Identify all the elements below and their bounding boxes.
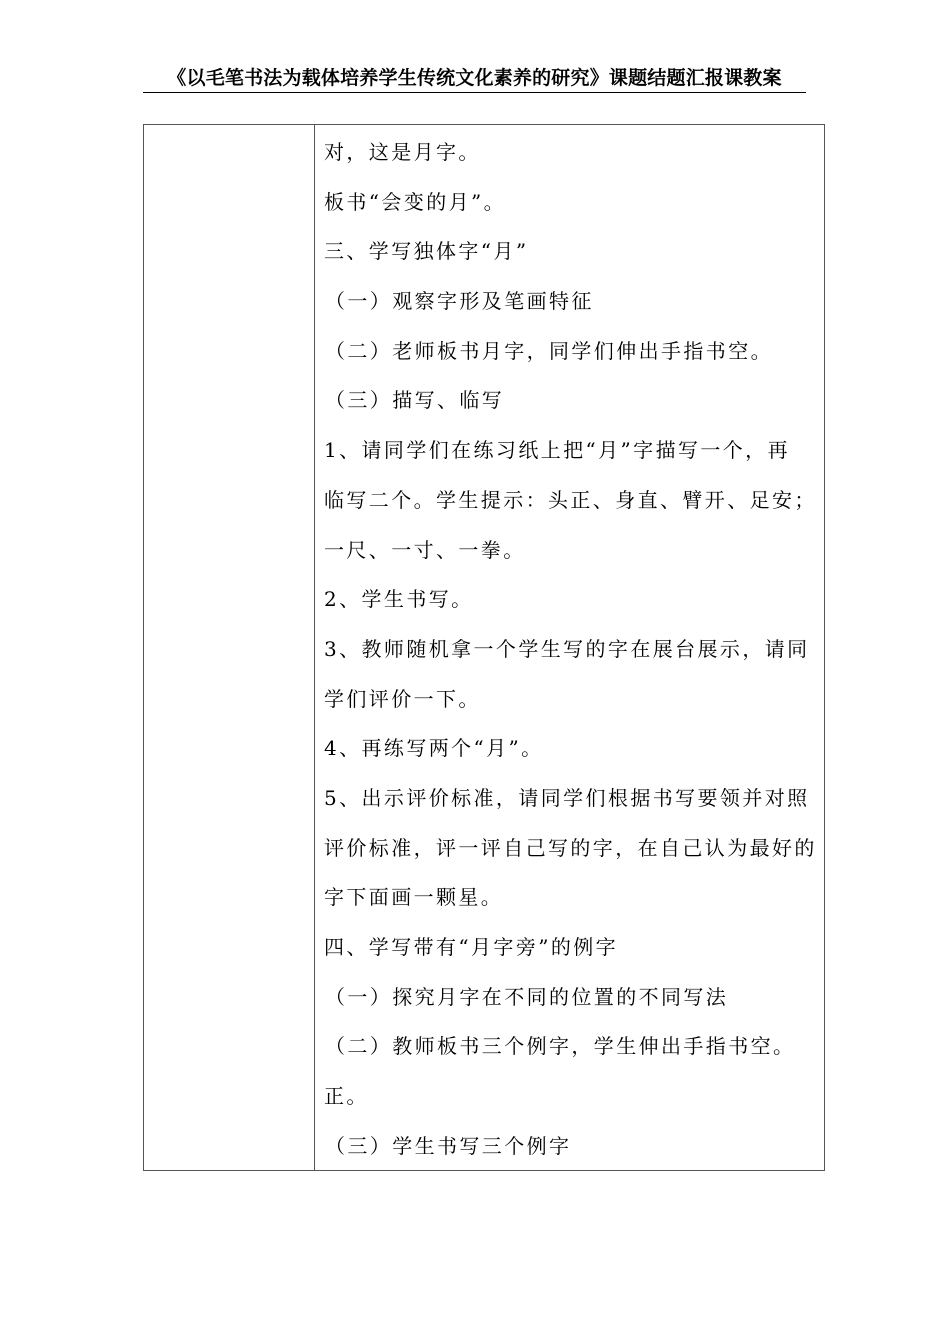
text-line: 临写二个。学生提示：头正、身直、臂开、足安； — [324, 487, 817, 512]
text-line: 2、学生书写。 — [324, 587, 474, 612]
text-line: 评价标准，评一评自己写的字，在自己认为最好的 — [324, 835, 817, 860]
section-heading: 四、学写带有“月字旁”的例字 — [324, 935, 619, 959]
text-line: 板书“会变的月”。 — [324, 189, 507, 214]
text-line: （一）观察字形及笔画特征 — [325, 289, 594, 314]
table-left-column — [144, 125, 315, 1170]
text-line: （二）老师板书月字，同学们伸出手指书空。 — [325, 338, 773, 363]
text-line: 4、再练写两个“月”。 — [324, 736, 544, 761]
text-line: （二）教师板书三个例字，学生伸出手指书空。 — [325, 1034, 796, 1059]
lesson-plan-table — [143, 124, 825, 1171]
text-line: 字下面画一颗星。 — [324, 885, 504, 910]
text-line: 1、请同学们在练习纸上把“月”字描写一个，再 — [324, 438, 790, 463]
text-line: 3、教师随机拿一个学生写的字在展台展示，请同 — [324, 636, 810, 661]
text-line: （三）学生书写三个例字 — [325, 1133, 572, 1158]
text-line: （三）描写、临写 — [325, 388, 505, 413]
text-line: （一）探究月字在不同的位置的不同写法 — [325, 984, 729, 1009]
text-line: 正。 — [324, 1084, 369, 1109]
text-line: 5、出示评价标准，请同学们根据书写要领并对照 — [324, 785, 810, 810]
section-heading: 三、学写独体字“月” — [324, 239, 529, 264]
page-header-title: 《以毛笔书法为载体培养学生传统文化素养的研究》课题结题汇报课教案 — [143, 64, 806, 93]
text-line: 对，这是月字。 — [324, 140, 481, 164]
text-line: 学们评价一下。 — [324, 686, 481, 711]
text-line: 一尺、一寸、一拳。 — [324, 537, 526, 562]
table-content-cell — [324, 128, 819, 1171]
